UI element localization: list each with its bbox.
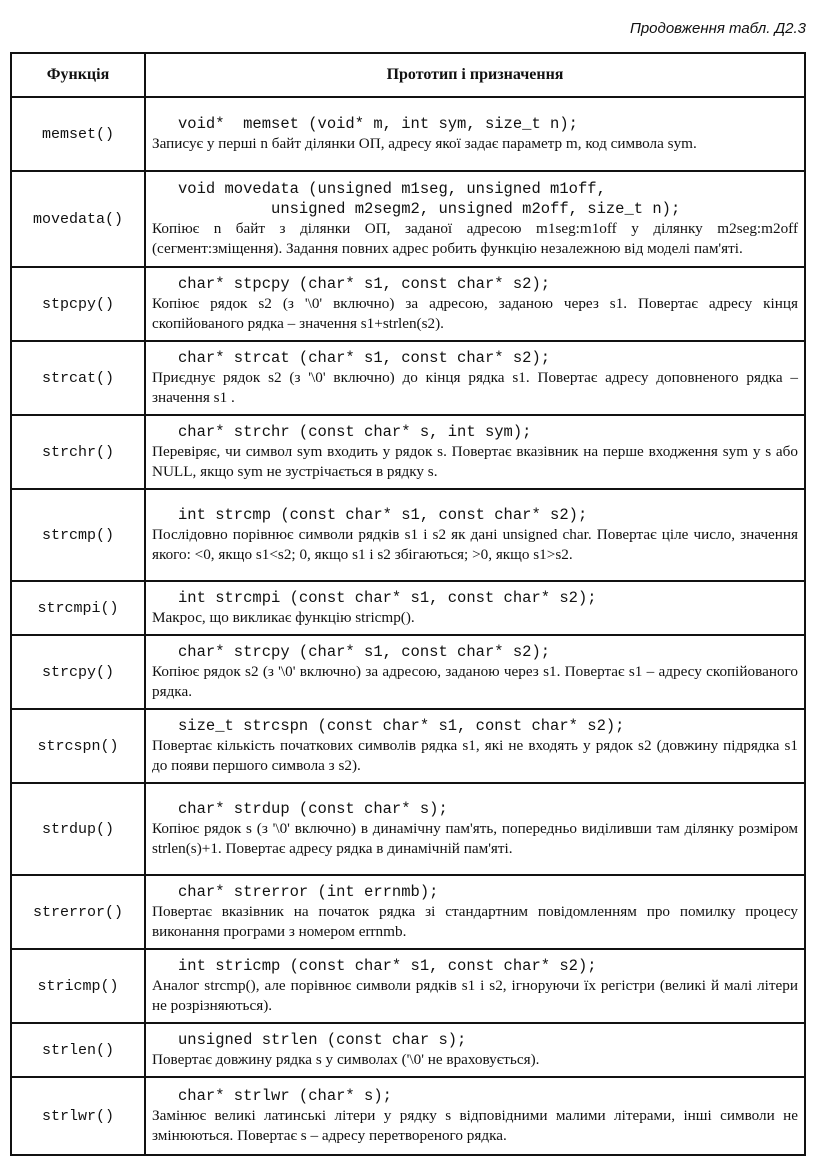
function-purpose: Приєднує рядок s2 (з '\0' включно) до кінця рядка s1. Повертає адресу доповненого рядка – значення s1 . (152, 369, 802, 406)
function-prototype: char* strchr (const char* s, int sym); (178, 423, 532, 441)
function-prototype: char* strcat (char* s1, const char* s2); (178, 349, 551, 367)
function-description (145, 875, 805, 949)
function-purpose: Макрос, що викликає функцію stricmp(). (152, 609, 415, 626)
function-name: stpcpy() (11, 267, 145, 341)
function-name: strcmp() (11, 489, 145, 581)
function-purpose: Копіює рядок s (з '\0' включно) в динамічну пам'ять, попередньо виділивши там ділянку розміром strlen(s)+1. Повертає адресу рядка в динамічній пам'яті. (152, 820, 802, 857)
function-purpose: Копіює рядок s2 (з '\0' включно) за адресою, заданою через s1. Повертає адресу кінця скопійованого рядка – значення s1+strlen(s2). (152, 295, 802, 332)
function-description (145, 709, 805, 783)
function-purpose: Послідовно порівнює символи рядків s1 і s2 як дані unsigned char. Повертає ціле число, значення якого: <0, якщо s1<s2; 0, якщо s1 і s2 збігаються; >0, якщо s1>s2. (152, 526, 802, 563)
function-description (145, 581, 805, 635)
function-name: strlen() (11, 1023, 145, 1077)
function-prototype: void* memset (void* m, int sym, size_t n); (178, 115, 578, 133)
function-description (145, 783, 805, 875)
table-row (11, 635, 805, 709)
table-row (11, 267, 805, 341)
function-description (145, 97, 805, 171)
function-description (145, 171, 805, 267)
function-prototype: size_t strcspn (const char* s1, const char* s2); (178, 717, 625, 735)
function-prototype: char* strdup (const char* s); (178, 800, 448, 818)
function-prototype: int stricmp (const char* s1, const char* s2); (178, 957, 597, 975)
table-row (11, 489, 805, 581)
table-row (11, 1077, 805, 1155)
function-purpose: Замінює великі латинські літери у рядку s відповідними малими літерами, інші символи не змінюються. Повертає s – адресу перетвореного рядка. (152, 1107, 802, 1144)
function-purpose: Повертає довжину рядка s у символах ('\0' не враховується). (152, 1051, 540, 1068)
function-name: strerror() (11, 875, 145, 949)
function-name: strdup() (11, 783, 145, 875)
function-prototype: char* strcpy (char* s1, const char* s2); (178, 643, 551, 661)
function-purpose: Перевіряє, чи символ sym входить у рядок s. Повертає вказівник на перше входження sym у s або NULL, якщо sym не зустрічається в рядку s. (152, 443, 802, 480)
function-description (145, 635, 805, 709)
function-prototype: int strcmpi (const char* s1, const char* s2); (178, 589, 597, 607)
function-description (145, 341, 805, 415)
function-name: movedata() (11, 171, 145, 267)
function-purpose: Аналог strcmp(), але порівнює символи рядків s1 і s2, ігноруючи їх регістри (великі й малі літери не розрізняються). (152, 977, 802, 1014)
table-row (11, 709, 805, 783)
function-name: strcpy() (11, 635, 145, 709)
header-function: Функція (11, 53, 145, 97)
table-row (11, 949, 805, 1023)
function-name: strchr() (11, 415, 145, 489)
function-name: strcmpi() (11, 581, 145, 635)
function-name: strcspn() (11, 709, 145, 783)
function-purpose: Записує у перші n байт ділянки ОП, адресу якої задає параметр m, код символа sym. (152, 135, 697, 152)
function-purpose: Копіює n байт з ділянки ОП, заданої адресою m1seg:m1off у ділянку m2seg:m2off (сегмент:зміщення). Задання повних адрес робить функцію незалежною від моделі пам'яті. (152, 220, 802, 257)
function-description (145, 489, 805, 581)
table-header-row (11, 53, 805, 97)
function-description (145, 415, 805, 489)
function-purpose: Копіює рядок s2 (з '\0' включно) за адресою, заданою через s1. Повертає s1 – адресу скопійованого рядка. (152, 663, 802, 700)
functions-table (10, 52, 806, 1156)
table-row (11, 171, 805, 267)
function-prototype: unsigned strlen (const char s); (178, 1031, 467, 1049)
function-name: memset() (11, 97, 145, 171)
function-prototype: int strcmp (const char* s1, const char* s2); (178, 506, 588, 524)
header-prototype: Прототип і призначення (145, 53, 805, 97)
table-row (11, 875, 805, 949)
function-prototype: char* strerror (int errnmb); (178, 883, 439, 901)
table-row (11, 783, 805, 875)
function-name: strcat() (11, 341, 145, 415)
function-name: strlwr() (11, 1077, 145, 1155)
table-row (11, 97, 805, 171)
function-purpose: Повертає кількість початкових символів рядка s1, які не входять у рядок s2 (довжину підрядка s1 до появи першого символа з s2). (152, 737, 802, 774)
function-description (145, 1077, 805, 1155)
function-prototype: char* strlwr (char* s); (178, 1087, 392, 1105)
function-prototype: char* stpcpy (char* s1, const char* s2); (178, 275, 551, 293)
function-purpose: Повертає вказівник на початок рядка зі стандартним повідомленням про помилку процесу виконання програми з номером errnmb. (152, 903, 802, 940)
function-description (145, 949, 805, 1023)
table-row (11, 581, 805, 635)
table-row (11, 1023, 805, 1077)
function-name: stricmp() (11, 949, 145, 1023)
function-description (145, 267, 805, 341)
function-prototype: void movedata (unsigned m1seg, unsigned m1off, unsigned m2segm2, unsigned m2off, size_t n); (178, 180, 681, 218)
function-description (145, 1023, 805, 1077)
table-row (11, 415, 805, 489)
table-row (11, 341, 805, 415)
table-caption: Продовження табл. Д2.3 (629, 20, 806, 37)
